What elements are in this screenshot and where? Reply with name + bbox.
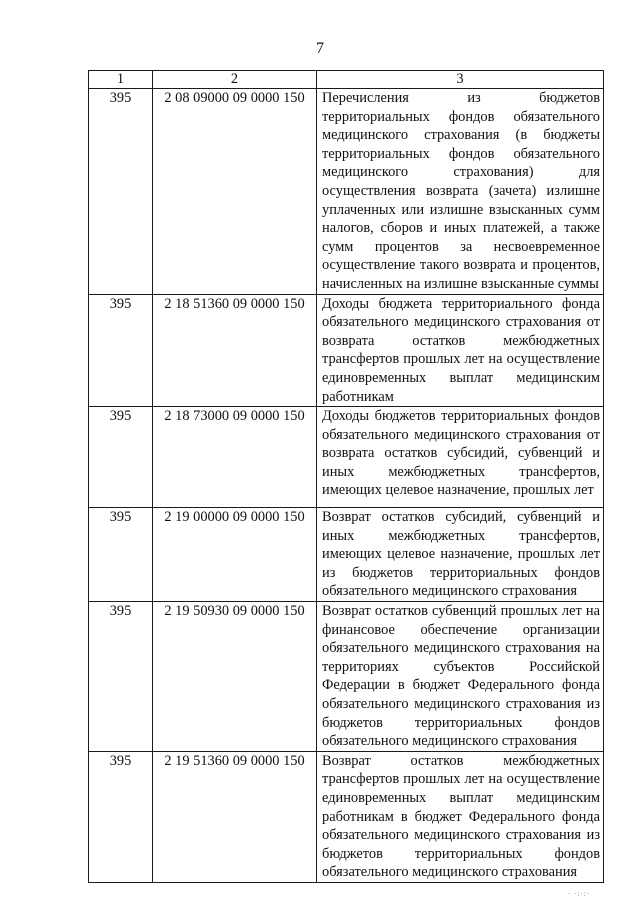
scan-mark: · ·:·:· (568, 890, 590, 898)
header-col-2: 2 (153, 71, 317, 89)
header-col-1: 1 (89, 71, 153, 89)
table-row (89, 407, 604, 508)
table-row (89, 602, 604, 752)
admin-code-cell: 395 (89, 508, 153, 602)
table-row (89, 294, 604, 407)
header-col-3: 3 (317, 71, 604, 89)
kbk-code-cell: 2 19 00000 09 0000 150 (153, 508, 317, 602)
revenue-name-cell: Возврат остатков субсидий, субвенций и иных межбюджетных трансфертов, имеющих целевое назначение, прошлых лет из бюджетов территориальных фондов обязательного медицинского страхования (317, 508, 604, 602)
revenue-name-cell: Возврат остатков субвенций прошлых лет на финансовое обеспечение организации обязательного медицинского страхования на территориях субъектов Российской Федерации в бюджет Федерального фонда обязательного медицинского страхования из бюджетов территориальных фондов обязательного медицинского страхования (317, 602, 604, 752)
table-header-row (89, 71, 604, 89)
admin-code-cell: 395 (89, 89, 153, 295)
table-row (89, 89, 604, 295)
kbk-code-cell: 2 19 51360 09 0000 150 (153, 751, 317, 882)
admin-code-cell: 395 (89, 751, 153, 882)
revenue-name-cell: Возврат остатков межбюджетных трансфертов прошлых лет на осуществление единовременных выплат медицинским работникам в бюджет Федерального фонда обязательного медицинского страхования из бюджетов территориальных фондов обязательного медицинского страхования (317, 751, 604, 882)
admin-code-cell: 395 (89, 602, 153, 752)
kbk-code-cell: 2 08 09000 09 0000 150 (153, 89, 317, 295)
revenue-name-cell: Перечисления из бюджетов территориальных фондов обязательного медицинского страхования (в бюджеты территориальных фондов обязательного медицинского страхования) для осуществления возврата (зачета) излишне уплаченных или излишне взысканных сумм налогов, сборов и иных платежей, а также сумм процентов за несвоевременное осуществление такого возврата и процентов, начисленных на излишне взысканные суммы (317, 89, 604, 295)
kbk-code-cell: 2 18 51360 09 0000 150 (153, 294, 317, 407)
admin-code-cell: 395 (89, 407, 153, 508)
table-row (89, 508, 604, 602)
revenue-name-cell: Доходы бюджетов территориальных фондов обязательного медицинского страхования от возврата остатков субсидий, субвенций и иных межбюджетных трансфертов, имеющих целевое назначение, прошлых лет (317, 407, 604, 508)
page-number: 7 (316, 40, 324, 57)
budget-classification-table (88, 70, 604, 883)
table-row (89, 751, 604, 882)
admin-code-cell: 395 (89, 294, 153, 407)
kbk-code-cell: 2 19 50930 09 0000 150 (153, 602, 317, 752)
kbk-code-cell: 2 18 73000 09 0000 150 (153, 407, 317, 508)
revenue-name-cell: Доходы бюджета территориального фонда обязательного медицинского страхования от возврата остатков межбюджетных трансфертов прошлых лет на осуществление единовременных выплат медицинским работникам (317, 294, 604, 407)
